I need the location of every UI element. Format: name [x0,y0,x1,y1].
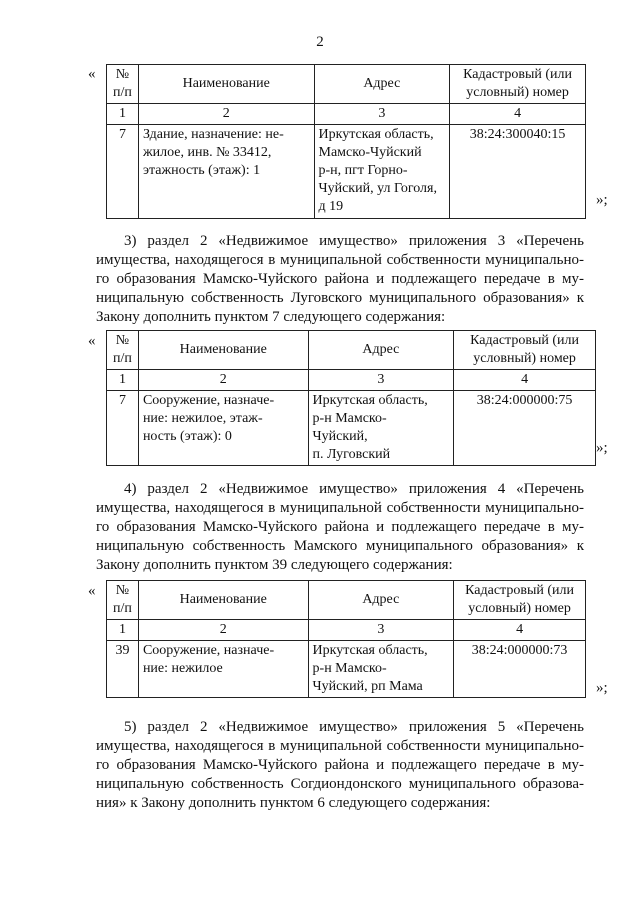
row-cadastral: 38:24:000000:73 [454,641,586,698]
header-cadastral: Кадастровый (или условный) номер [454,331,596,370]
header-name: Наименование [138,581,308,620]
col-number: 3 [308,620,454,641]
col-number: 3 [314,104,450,125]
col-number: 1 [107,104,139,125]
quote-close: »; [596,680,608,696]
row-no: 39 [107,641,139,698]
row-cadastral: 38:24:000000:75 [454,391,596,466]
header-address: Адрес [314,65,450,104]
col-number: 1 [107,370,139,391]
header-no: № п/п [107,65,139,104]
row-name: Здание, назначение: не- жилое, инв. № 33412, этажность (этаж): 1 [138,125,314,219]
row-no: 7 [107,391,139,466]
header-cadastral: Кадастровый (или условный) номер [454,581,586,620]
col-number: 2 [138,370,308,391]
row-address: Иркутская область, р-н Мамско- Чуйский, п. Луговский [308,391,454,466]
row-address: Иркутская область, Мамско-Чуйский р-н, пгт Горно- Чуйский, ул Гоголя, д 19 [314,125,450,219]
row-cadastral: 38:24:300040:15 [450,125,586,219]
header-no: № п/п [107,331,139,370]
row-name: Сооружение, назначе- ние: нежилое, этаж- ность (этаж): 0 [138,391,308,466]
row-address: Иркутская область, р-н Мамско- Чуйский, рп Мама [308,641,454,698]
page-number: 2 [316,34,324,50]
quote-close: »; [596,192,608,208]
col-number: 2 [138,104,314,125]
header-address: Адрес [308,331,454,370]
paragraph-4: 4) раздел 2 «Недвижимое имущество» приложения 4 «Перечень имущества, находящегося в муниципальной собственности муниципально- го образования Мамско-Чуйского района и подлежащего передаче в му- ниципальную собственность Мамского муниципального образования» к Закону дополнить пунктом 39 следующего содержания: [96,481,584,573]
col-number: 4 [454,620,586,641]
col-number: 3 [308,370,454,391]
quote-close: »; [596,440,608,456]
header-name: Наименование [138,331,308,370]
row-name: Сооружение, назначе- ние: нежилое [138,641,308,698]
header-address: Адрес [308,581,454,620]
col-number: 2 [138,620,308,641]
row-no: 7 [107,125,139,219]
header-name: Наименование [138,65,314,104]
header-no: № п/п [107,581,139,620]
paragraph-5: 5) раздел 2 «Недвижимое имущество» приложения 5 «Перечень имущества, находящегося в муниципальной собственности муниципально- го образования Мамско-Чуйского района и подлежащего передаче в му- ниципальную собственность Согдиондонского муниципального образова- ния» к Закону дополнить пунктом 6 следующего содержания: [96,719,584,811]
quote-open: « [88,583,96,599]
col-number: 4 [450,104,586,125]
property-table-2 [106,330,596,466]
quote-open: « [88,66,96,82]
paragraph-3: 3) раздел 2 «Недвижимое имущество» приложения 3 «Перечень имущества, находящегося в муниципальной собственности муниципально- го образования Мамско-Чуйского района и подлежащего передаче в му- ниципальную собственность Луговского муниципального образования» к Закону дополнить пунктом 7 следующего содержания: [96,233,584,325]
property-table-3 [106,580,586,698]
col-number: 1 [107,620,139,641]
col-number: 4 [454,370,596,391]
header-cadastral: Кадастровый (или условный) номер [450,65,586,104]
quote-open: « [88,333,96,349]
property-table-1 [106,64,586,219]
